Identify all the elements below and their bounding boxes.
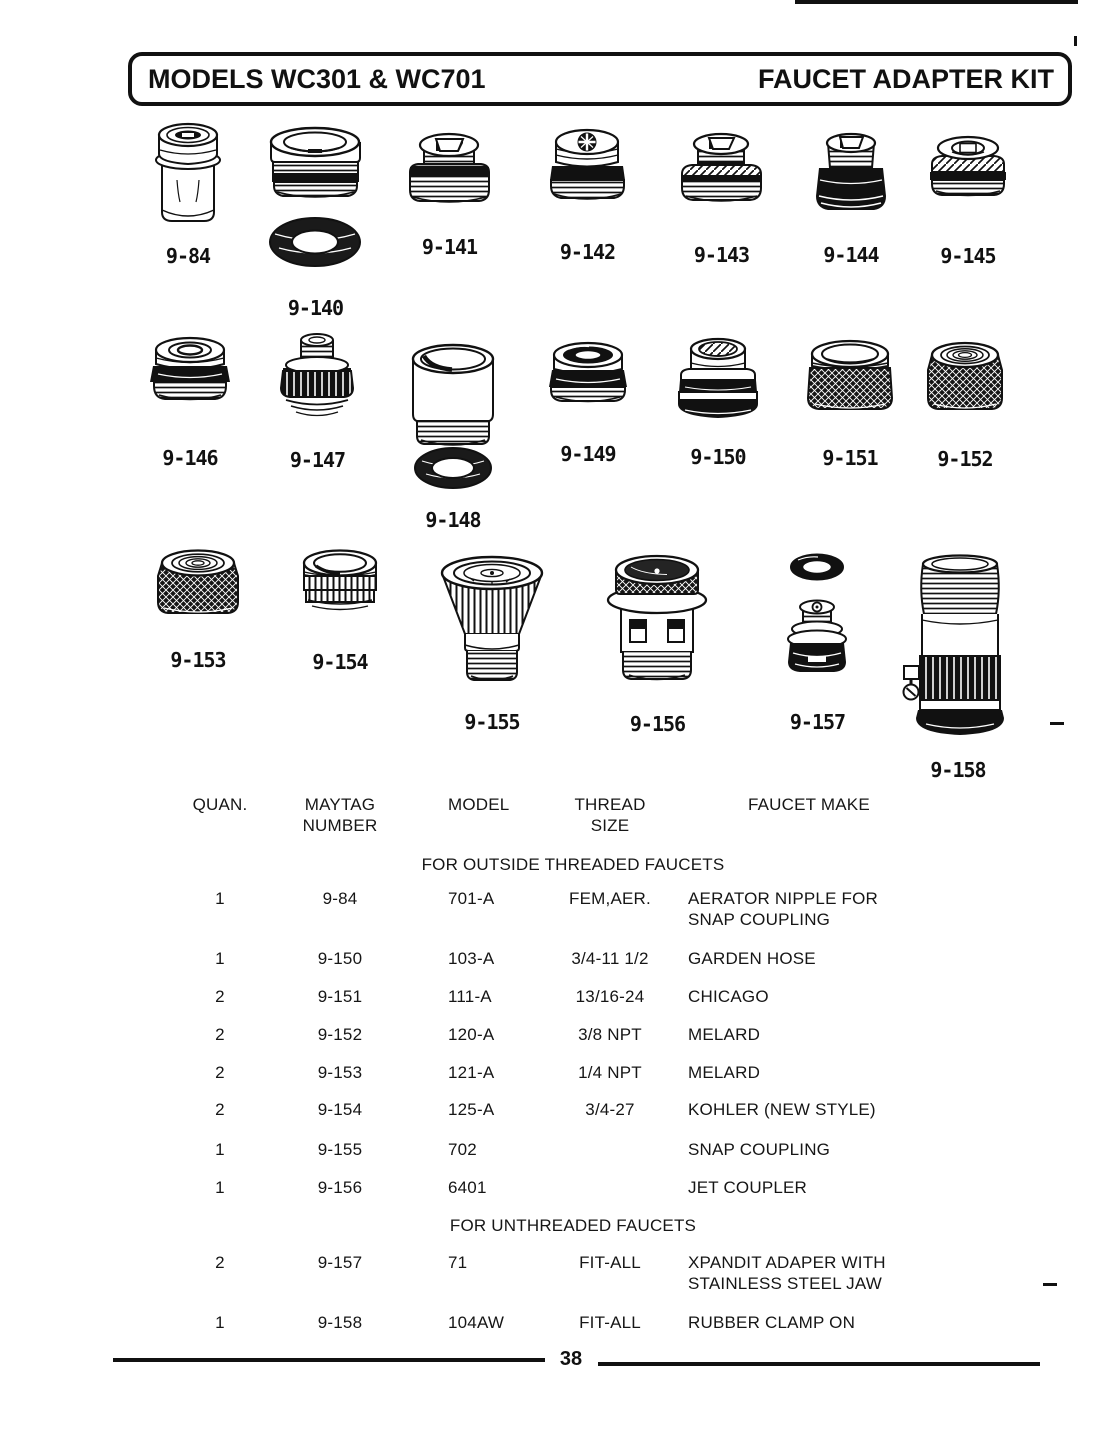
cell-thread-size: 3/4-11 1/2 [571,949,649,968]
part-9-147 [270,330,365,472]
print-artifact-dash-2 [1043,1283,1057,1286]
print-artifact-top-line [795,0,1078,4]
cell-quan: 1 [215,1140,225,1159]
cell-faucet-make: CHICAGO [688,987,769,1006]
cell-model: 103-A [448,949,495,968]
table-row [180,1139,970,1160]
part-figure-9-156 [605,550,710,702]
part-label: 9-155 [464,710,520,734]
footer-rule-right [598,1362,1040,1366]
cell-maytag-number: 9-84 [322,889,358,908]
part-figure-9-152 [921,340,1009,424]
part-9-152 [921,340,1009,471]
part-label: 9-145 [940,244,996,268]
cell-faucet-make: XPANDIT ADAPER WITH STAINLESS STEEL JAW [688,1253,886,1293]
cell-quan: 2 [215,1063,225,1082]
part-label: 9-151 [822,446,878,470]
part-9-140 [263,124,368,320]
part-label: 9-158 [930,758,986,782]
cell-thread-size: 13/16-24 [575,987,645,1006]
part-figure-9-145 [922,132,1014,214]
cell-quan: 2 [215,1025,225,1044]
part-figure-9-158 [902,552,1014,744]
table-row [180,888,970,930]
cell-model: 121-A [448,1063,495,1082]
part-9-154 [295,548,385,674]
part-label: 9-141 [421,235,478,259]
column-header-line: THREAD [574,795,646,814]
part-9-149 [543,340,633,466]
cell-thread-size: 1/4 NPT [578,1063,642,1082]
cell-thread-size: 3/8 NPT [578,1025,642,1044]
page-number: 38 [559,1348,583,1370]
part-9-148 [404,340,502,532]
cell-thread-size: FEM,AER. [569,889,651,908]
part-label: 9-84 [165,244,211,268]
part-label: 9-142 [559,240,616,264]
section-title-unthreaded: FOR UNTHREADED FAUCETS [449,1216,697,1235]
part-label: 9-149 [560,442,616,466]
part-figure-9-155 [436,552,548,694]
cell-maytag-number: 9-150 [317,949,363,968]
cell-quan: 1 [215,949,225,968]
cell-faucet-make: KOHLER (NEW STYLE) [688,1100,876,1119]
table-row [180,948,970,969]
cell-maytag-number: 9-153 [317,1063,363,1082]
table-header-row [180,794,970,836]
cell-maytag-number: 9-157 [317,1253,363,1272]
part-label: 9-140 [287,296,344,320]
part-9-150 [673,336,763,469]
part-9-155 [436,552,548,734]
cell-model: 702 [448,1140,477,1159]
part-figure-9-141 [402,130,497,218]
table-row [180,1252,970,1294]
part-9-143 [674,130,769,267]
cell-faucet-make: MELARD [688,1063,761,1082]
part-label: 9-147 [289,448,346,472]
part-figure-9-151 [804,338,896,420]
part-9-157 [775,550,860,734]
part-9-158 [902,552,1014,782]
cell-maytag-number: 9-154 [317,1100,363,1119]
cell-model: 120-A [448,1025,495,1044]
cell-model: 125-A [448,1100,495,1119]
part-9-84 [150,122,226,268]
part-label: 9-154 [312,650,368,674]
cell-maytag-number: 9-158 [317,1313,363,1332]
part-figure-9-154 [295,548,385,626]
cell-maytag-number: 9-152 [317,1025,363,1044]
part-figure-9-142 [540,126,635,218]
cell-maytag-number: 9-151 [317,987,363,1006]
column-header-line: SIZE [590,816,630,835]
part-figure-9-146 [146,336,234,418]
column-header-line: NUMBER [302,816,378,835]
cell-model: 104AW [448,1313,505,1332]
cell-thread-size [550,1139,670,1160]
part-label: 9-146 [162,446,218,470]
cell-maytag-number: 9-155 [317,1140,363,1159]
table-row [180,1024,970,1045]
part-figure-9-147 [270,330,365,430]
cell-faucet-make: SNAP COUPLING [688,1140,831,1159]
cell-model: 111-A [448,987,492,1006]
part-9-144 [807,130,895,267]
parts-table [180,788,980,1354]
cell-thread-size: FIT-ALL [579,1253,641,1272]
print-artifact-dash-1 [1050,722,1064,725]
part-figure-9-140 [263,124,368,284]
part-9-142 [540,126,635,264]
part-9-141 [402,130,497,259]
cell-quan: 1 [215,889,225,908]
part-figure-9-144 [807,130,895,222]
part-label: 9-150 [690,445,746,469]
print-artifact-tick [1074,36,1077,46]
footer-rule-left [113,1358,545,1362]
cell-quan: 1 [215,1178,225,1197]
part-9-156 [605,550,710,736]
section-title-outside-threaded: FOR OUTSIDE THREADED FAUCETS [421,855,725,874]
column-header-faucet-make: FAUCET MAKE [748,795,870,814]
cell-faucet-make: GARDEN HOSE [688,949,816,968]
cell-thread-size [550,1177,670,1198]
column-header-thread-size [550,794,670,836]
part-figure-9-153 [152,548,244,628]
part-label: 9-143 [693,243,750,267]
cell-model: 701-A [448,889,495,908]
part-figure-9-84 [150,122,226,230]
models-title: MODELS WC301 & WC701 [148,63,486,94]
cell-quan: 2 [215,1253,225,1272]
cell-faucet-make: MELARD [688,1025,761,1044]
cell-faucet-make: AERATOR NIPPLE FOR SNAP COUPLING [688,889,879,929]
table-row [180,1062,970,1083]
part-label: 9-148 [425,508,481,532]
part-figure-9-150 [673,336,763,426]
part-9-146 [146,336,234,470]
header-banner [128,52,1072,106]
column-header-maytag-number [260,794,420,836]
cell-maytag-number: 9-156 [317,1178,363,1197]
part-9-153 [152,548,244,672]
part-9-145 [922,132,1014,268]
cell-quan: 1 [215,1313,225,1332]
part-9-151 [804,338,896,470]
cell-model: 6401 [448,1178,487,1197]
cell-thread-size: 3/4-27 [585,1100,635,1119]
part-figure-9-149 [543,340,633,418]
table-row [180,1099,970,1120]
cell-faucet-make: RUBBER CLAMP ON [688,1313,856,1332]
part-figure-9-157 [775,550,860,698]
table-row [180,986,970,1007]
part-label: 9-157 [789,710,846,734]
part-label: 9-156 [629,712,686,736]
part-figure-9-148 [404,340,502,492]
part-figure-9-143 [674,130,769,218]
part-label: 9-144 [823,243,879,267]
column-header-model: MODEL [448,795,510,814]
cell-quan: 2 [215,987,225,1006]
column-header-quan: QUAN. [192,795,248,814]
cell-quan: 2 [215,1100,225,1119]
cell-model: 71 [448,1253,468,1272]
table-row [180,1312,970,1333]
kit-title: FAUCET ADAPTER KIT [758,63,1054,94]
part-label: 9-153 [170,648,226,672]
table-row [180,1177,970,1198]
cell-thread-size: FIT-ALL [579,1313,641,1332]
column-header-line: MAYTAG [304,795,376,814]
cell-faucet-make: JET COUPLER [688,1178,808,1197]
part-label: 9-152 [937,447,993,471]
